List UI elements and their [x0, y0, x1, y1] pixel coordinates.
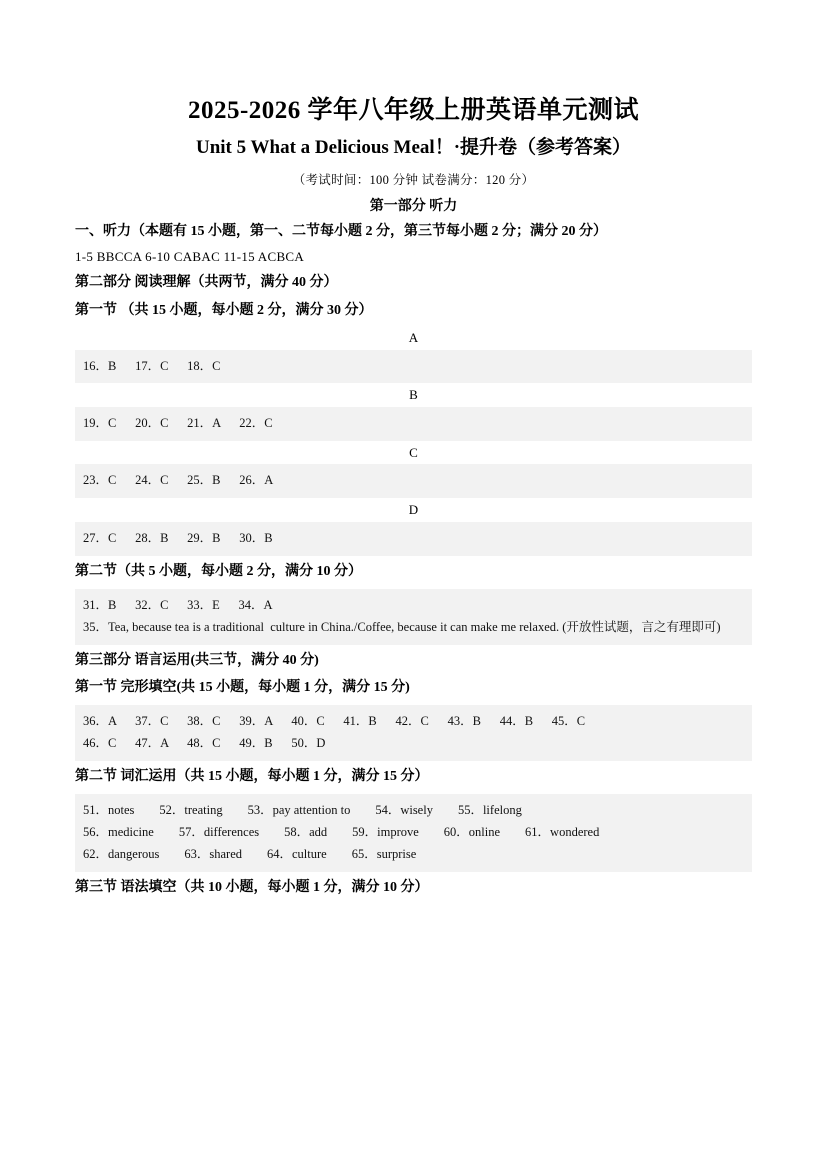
reading-section-two-header: 第二节（共 5 小题，每小题 2 分，满分 10 分）	[75, 563, 362, 579]
reading-section-one-header: 第一节 （共 15 小题，每小题 2 分，满分 30 分）	[75, 302, 373, 318]
answer-row-open-question: 35．Tea, because tea is a traditional culture in China./Coffee, because it can make me relaxed. (开放性试题，言之有理即可)	[83, 619, 721, 634]
answer-row: 23．C 24．C 25．B 26．A	[83, 473, 274, 488]
passage-a-label: A	[408, 330, 419, 346]
reading-section-two-answers	[75, 589, 752, 645]
cloze-answers	[75, 705, 752, 761]
answer-row: 46．C 47．A 48．C 49．B 50．D	[83, 736, 326, 751]
answer-row: 16．B 17．C 18．C	[83, 358, 221, 373]
passage-b-answers	[75, 407, 752, 441]
listening-answers: 1-5 BBCCA 6-10 CABAC 11-15 ACBCA	[75, 249, 305, 265]
passage-c-label: C	[409, 444, 418, 460]
cloze-header: 第一节 完形填空(共 15 小题，每小题 1 分，满分 15 分)	[75, 679, 410, 695]
grammar-header: 第三节 语法填空（共 10 小题，每小题 1 分，满分 10 分）	[75, 879, 429, 895]
part-three-header: 第三部分 语言运用(共三节，满分 40 分)	[75, 652, 319, 668]
vocabulary-header: 第二节 词汇运用（共 15 小题，每小题 1 分，满分 15 分）	[75, 768, 429, 784]
passage-d-label: D	[408, 502, 419, 518]
passage-a-answers	[75, 350, 752, 384]
answer-row: 31．B 32．C 33．E 34．A	[83, 597, 273, 612]
answer-row: 36．A 37．C 38．C 39．A 40．C 41．B 42．C 43．B 44．B 45．C	[83, 714, 586, 729]
answer-row: 19．C 20．C 21．A 22．C	[83, 415, 273, 430]
part-one-header: 第一部分 听力	[369, 199, 458, 215]
part-two-header: 第二部分 阅读理解（共两节，满分 40 分）	[75, 275, 338, 291]
listening-instruction: 一、听力（本题有 15 小题，第一、二节每小题 2 分，第三节每小题 2 分；满分 20 分）	[75, 224, 607, 240]
vocabulary-answers	[75, 794, 752, 872]
page-title: 2025-2026 学年八年级上册英语单元测试	[187, 97, 640, 124]
page-subtitle: Unit 5 What a Delicious Meal！·提升卷（参考答案）	[195, 136, 632, 158]
answer-row: 56．medicine 57．differences 58．add 59．improve 60．online 61．wondered	[83, 825, 600, 840]
passage-d-answers	[75, 522, 752, 556]
exam-info: （考试时间：100 分钟 试卷满分：120 分）	[292, 173, 535, 188]
answer-row: 51．notes 52．treating 53．pay attention to 54．wisely 55．lifelong	[83, 803, 522, 818]
passage-c-answers	[75, 464, 752, 498]
answer-row: 27．C 28．B 29．B 30．B	[83, 530, 273, 545]
answer-row: 62．dangerous 63．shared 64．culture 65．surprise	[83, 847, 417, 862]
passage-b-label: B	[409, 387, 418, 403]
